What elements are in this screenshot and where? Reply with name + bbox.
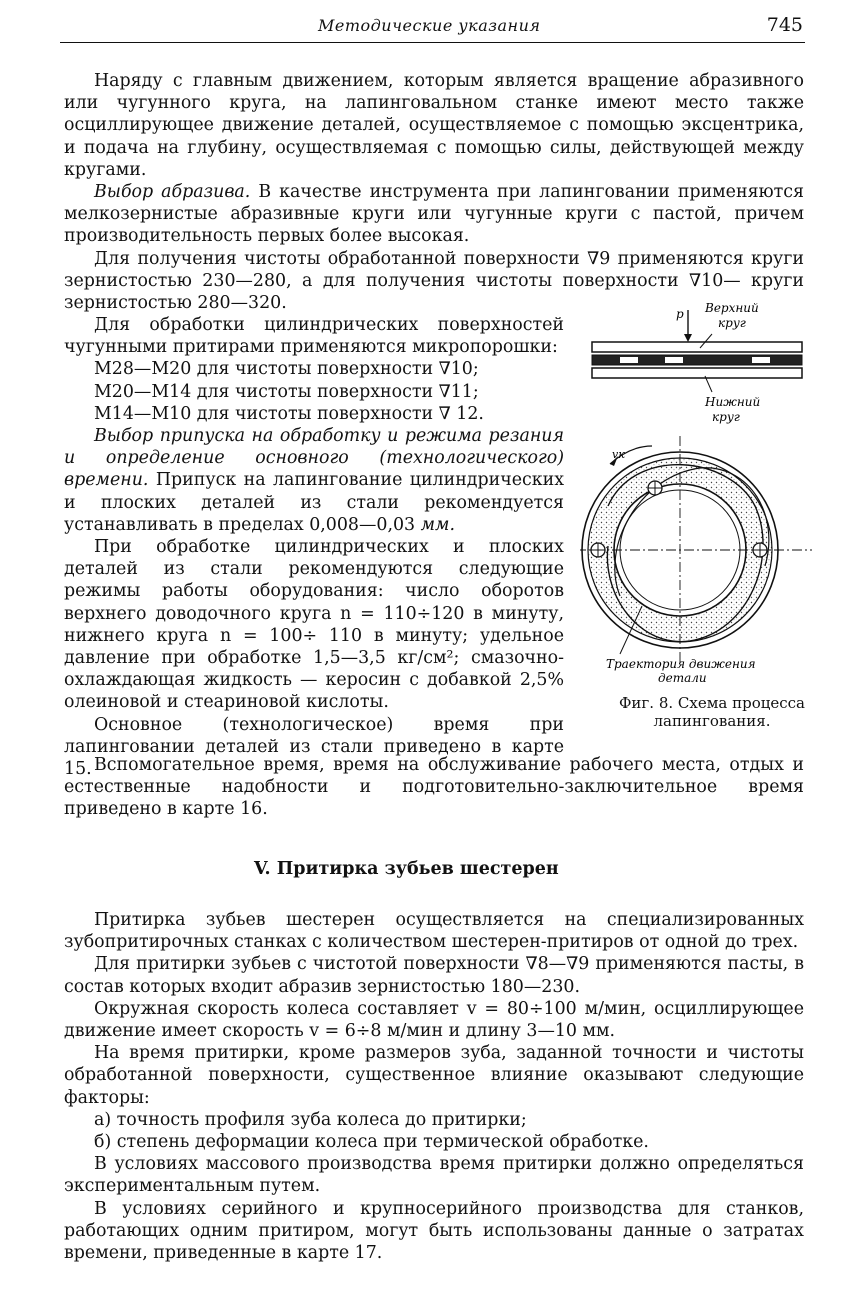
paragraph-micropowders: Для обработки цилиндрических поверхностей чугунными притирами применяются микропорошки: [64, 315, 564, 358]
micro-item: М20—М14 для чистоты поверхности ∇11; [94, 381, 479, 402]
paragraph-allowance [64, 425, 564, 536]
label-lower-2: круг [712, 410, 740, 424]
allowance-unit: мм. [420, 514, 456, 535]
label-p: p [676, 307, 684, 321]
label-lower [704, 395, 760, 424]
closing-paragraph: В условиях массового производства время притирки должно определяться экспериментальным путем. [64, 1154, 804, 1197]
figure-caption: Фиг. 8. Схема процесса лапингования. [618, 694, 805, 730]
workpiece-right [753, 543, 767, 557]
micro-item: М28—М20 для чистоты поверхности ∇10; [94, 359, 479, 380]
workpiece-top [648, 481, 662, 495]
abrasive-text: В качестве инструмента при лапинговании применяются мелкозернистые абразивные круги или чугунные круги с пастой, причем производительность первых более высокая. [64, 182, 805, 247]
workpiece [752, 357, 770, 363]
paragraph-abrasive-choice [64, 181, 804, 248]
label-trajectory-1: Траектория движения [606, 657, 756, 671]
section-text-block [64, 909, 804, 1264]
label-trajectory [606, 657, 756, 685]
section-paragraph: Для притирки зубьев с чистотой поверхности ∇8—∇9 применяются пасты, в состав которых входит абразив зернистостью 180—230. [64, 954, 804, 997]
micro-item: М14—М10 для чистоты поверхности ∇ 12. [94, 403, 484, 424]
allowance-lead: Выбор припуска на обработку и режима резания и определение основного (технологического) времени. [64, 426, 564, 491]
plates-side-view [592, 301, 802, 424]
workpiece [665, 357, 683, 363]
workpiece [620, 357, 638, 363]
factor-item: б) степень деформации колеса при термической обработке. [94, 1132, 649, 1153]
upper-plate [592, 342, 802, 352]
label-trajectory-2: детали [658, 671, 707, 685]
pressure-arrow-head [684, 334, 692, 342]
factor-item: а) точность профиля зуба колеса до притирки; [94, 1109, 527, 1130]
paragraph-main-motion: Наряду с главным движением, которым является вращение абразивного или чугунного круга, на лапинговальном станке имеют место также осциллирующее движение деталей, осуществляемое с помощью эксцентрика, и подача на глубину, осуществляемая с помощью силы, действующей между кругами. [64, 71, 804, 180]
page-number: 745 [766, 14, 803, 36]
aux-time-block [64, 754, 804, 821]
narrow-text-block [64, 314, 564, 780]
running-header [60, 12, 805, 43]
section-paragraph: Притирка зубьев шестерен осуществляется на специализированных зубопритирочных станках с количеством шестерен-притиров от одной до трех. [64, 910, 804, 953]
label-upper-1: Верхний [705, 301, 759, 315]
running-title: Методические указания [318, 16, 541, 35]
lower-plate [592, 368, 802, 378]
label-lower-1: Нижний [705, 395, 761, 409]
label-upper [704, 301, 759, 330]
paragraph-main-time: Основное (технологическое) время при лапинговании деталей из стали приведено в карте 15. [64, 714, 564, 780]
label-vk: vк [612, 448, 625, 461]
plan-view [580, 436, 812, 662]
top-text-block [64, 70, 804, 314]
workpiece-left [591, 543, 605, 557]
paragraph-modes: При обработке цилиндрических и плоских деталей из стали рекомендуются следующие режимы работы оборудования: число оборотов верхнего доводочного круга n = 110÷120 в минуту, нижнего круга n = 100÷ 110 в минуту; удельное давление при обработке 1,5—3,5 кг/см²; смазочно-охлаждающая жидкость — керосин с добавкой 2,5% олеиновой и стеариновой кислоты. [64, 537, 564, 713]
label-upper-2: круг [718, 316, 746, 330]
section-title: V. Притирка зубьев шестерен [254, 859, 559, 879]
abrasive-lead: Выбор абразива. [94, 182, 251, 203]
paragraph-aux-time: Вспомогательное время, время на обслуживание рабочего места, отдых и естественные надобности и подготовительно-заключительное время приведено в карте 16. [64, 755, 804, 820]
closing-paragraph: В условиях серийного и крупносерийного производства для станков, работающих одним притиром, могут быть использованы данные о затратах времени, приведенные в карте 17. [64, 1198, 804, 1264]
lapping-diagram [580, 296, 815, 736]
allowance-text: Припуск на лапингование цилиндрических и плоских деталей из стали рекомендуется устанавливать в пределах 0,008—0,03 [64, 470, 565, 535]
paragraph-grit: Для получения чистоты обработанной поверхности ∇9 применяются круги зернистостью 230—280, а для получения чистоты поверхности ∇10— круги зернистостью 280—320. [64, 248, 804, 314]
section-paragraph: Окружная скорость колеса составляет v = 80÷100 м/мин, осциллирующее движение имеет скорость v = 6÷8 м/мин и длину 3—10 мм. [64, 998, 804, 1042]
section-paragraph: На время притирки, кроме размеров зуба, заданной точности и чистоты обработанной поверхности, существенное влияние оказывают следующие факторы: [64, 1043, 804, 1108]
